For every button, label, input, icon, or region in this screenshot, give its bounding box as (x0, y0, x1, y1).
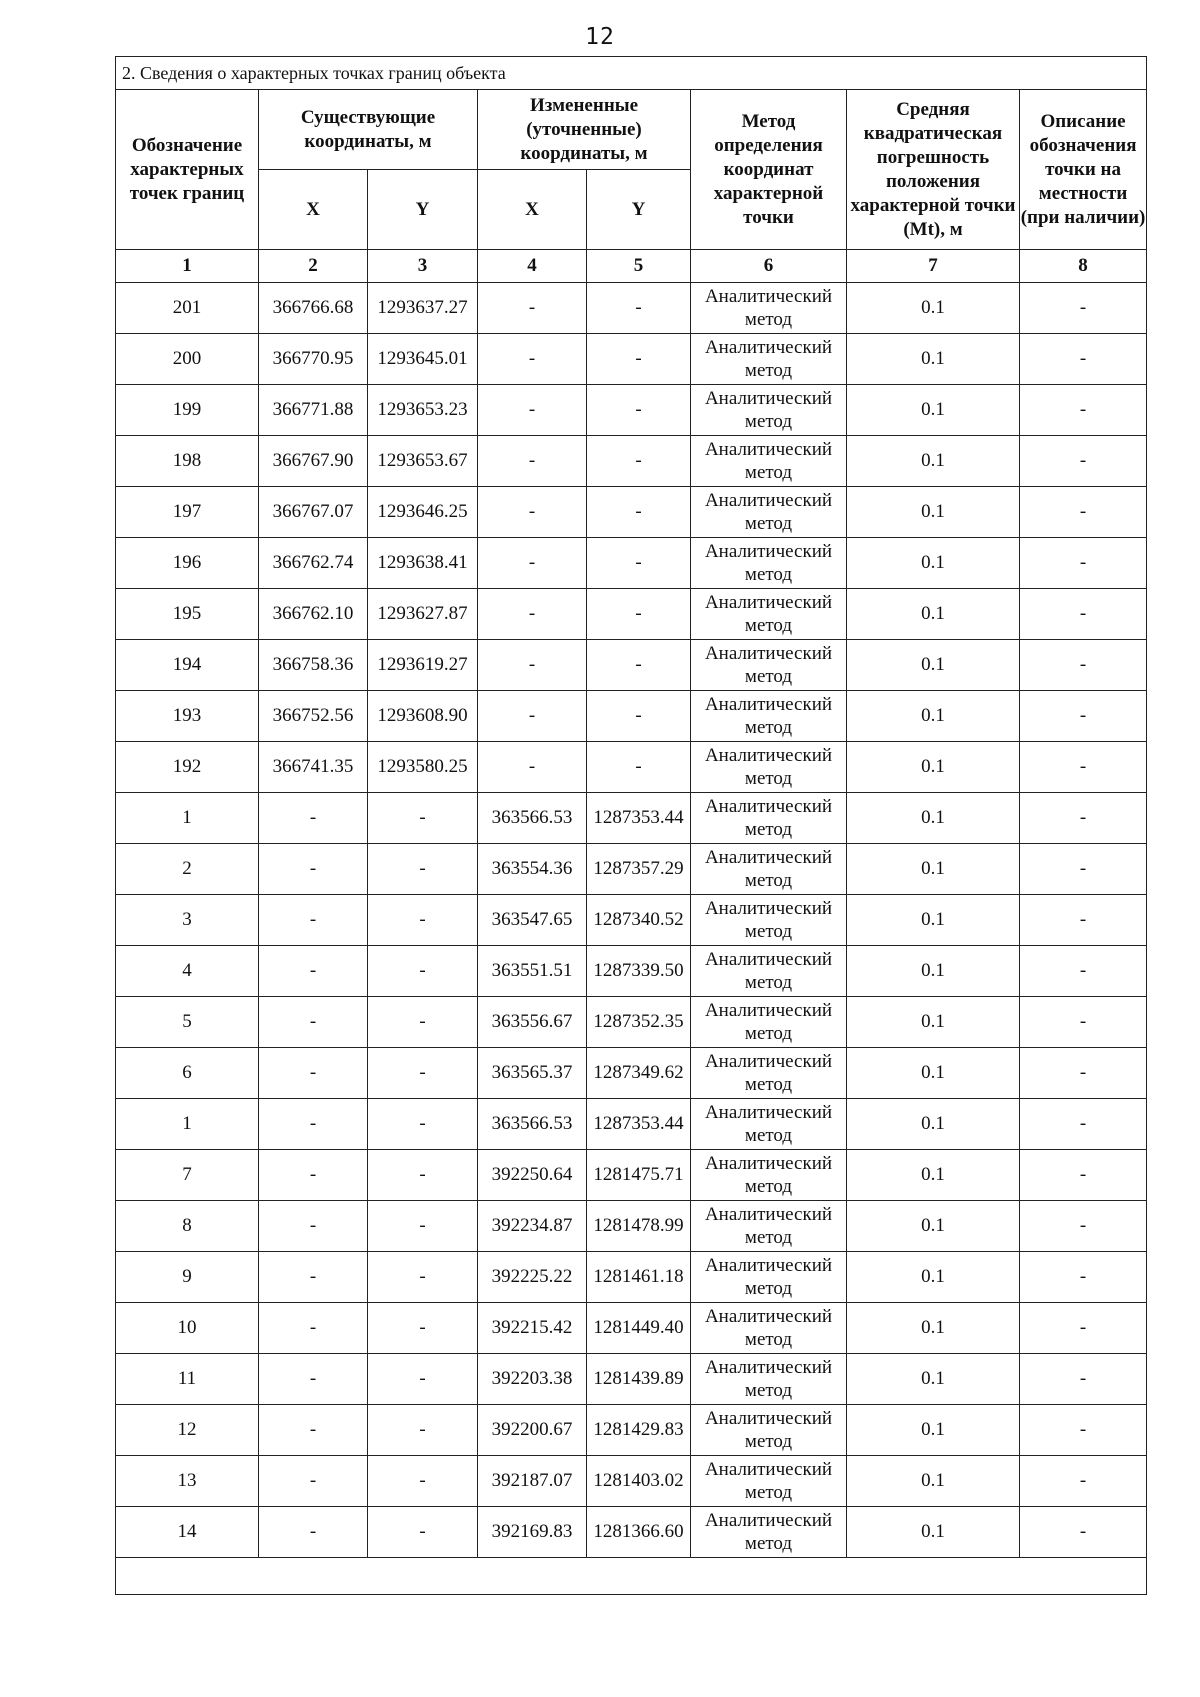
empty-footer-row (116, 1558, 1147, 1595)
changed-x-cell: 363556.67 (478, 997, 587, 1048)
existing-y-cell: 1293646.25 (368, 487, 478, 538)
table-row (116, 997, 1147, 1048)
mean-square-error-cell: 0.1 (847, 1252, 1020, 1303)
table-row (116, 1201, 1147, 1252)
existing-y-cell: - (368, 1354, 478, 1405)
point-designation-cell: 201 (116, 283, 259, 334)
point-designation-cell: 11 (116, 1354, 259, 1405)
existing-y-cell: - (368, 1099, 478, 1150)
changed-x-cell: - (478, 640, 587, 691)
changed-x-cell: 392200.67 (478, 1405, 587, 1456)
mean-square-error-cell: 0.1 (847, 1201, 1020, 1252)
column-number: 3 (368, 250, 478, 283)
changed-x-cell: - (478, 742, 587, 793)
method-cell: Аналитический метод (691, 538, 847, 589)
changed-x-cell: 363551.51 (478, 946, 587, 997)
existing-y-cell: - (368, 1252, 478, 1303)
method-cell: Аналитический метод (691, 1048, 847, 1099)
changed-y-cell: 1281429.83 (587, 1405, 691, 1456)
existing-x-cell: - (259, 844, 368, 895)
mean-square-error-cell: 0.1 (847, 1303, 1020, 1354)
existing-x-cell: 366762.10 (259, 589, 368, 640)
changed-x-cell: - (478, 436, 587, 487)
existing-y-cell: 1293637.27 (368, 283, 478, 334)
changed-y-cell: 1287349.62 (587, 1048, 691, 1099)
method-cell: Аналитический метод (691, 1456, 847, 1507)
point-description-cell: - (1020, 436, 1147, 487)
table-row (116, 1507, 1147, 1558)
table-row (116, 946, 1147, 997)
existing-y-cell: 1293608.90 (368, 691, 478, 742)
changed-y-cell: - (587, 334, 691, 385)
changed-x-cell: 392250.64 (478, 1150, 587, 1201)
existing-y-cell: - (368, 1048, 478, 1099)
table-row (116, 1456, 1147, 1507)
table-row (116, 1150, 1147, 1201)
point-designation-cell: 192 (116, 742, 259, 793)
existing-x-cell: - (259, 1048, 368, 1099)
table-row (116, 487, 1147, 538)
mean-square-error-cell: 0.1 (847, 1507, 1020, 1558)
header-row (116, 90, 1147, 170)
point-designation-cell: 194 (116, 640, 259, 691)
existing-y-cell: - (368, 1405, 478, 1456)
table-row (116, 436, 1147, 487)
method-cell: Аналитический метод (691, 1354, 847, 1405)
point-designation-cell: 198 (116, 436, 259, 487)
table-row (116, 334, 1147, 385)
point-designation-cell: 13 (116, 1456, 259, 1507)
existing-x-cell: - (259, 1303, 368, 1354)
point-designation-cell: 5 (116, 997, 259, 1048)
changed-y-cell: - (587, 385, 691, 436)
mean-square-error-cell: 0.1 (847, 793, 1020, 844)
point-description-cell: - (1020, 640, 1147, 691)
changed-y-cell: 1281403.02 (587, 1456, 691, 1507)
changed-y-cell: 1287357.29 (587, 844, 691, 895)
changed-x-cell: 363547.65 (478, 895, 587, 946)
changed-x-cell: 363554.36 (478, 844, 587, 895)
existing-x-cell: 366758.36 (259, 640, 368, 691)
mean-square-error-cell: 0.1 (847, 385, 1020, 436)
existing-x-cell: - (259, 1507, 368, 1558)
existing-y-cell: - (368, 1507, 478, 1558)
table-row (116, 589, 1147, 640)
changed-y-cell: - (587, 487, 691, 538)
changed-y-cell: - (587, 283, 691, 334)
changed-x-cell: - (478, 283, 587, 334)
changed-x-cell: 392187.07 (478, 1456, 587, 1507)
mean-square-error-cell: 0.1 (847, 283, 1020, 334)
column-number: 8 (1020, 250, 1147, 283)
point-description-cell: - (1020, 946, 1147, 997)
column-number: 6 (691, 250, 847, 283)
existing-x-cell: - (259, 895, 368, 946)
boundary-points-table (115, 56, 1147, 1595)
table-row (116, 1303, 1147, 1354)
mean-square-error-cell: 0.1 (847, 487, 1020, 538)
column-numbers-row (116, 250, 1147, 283)
header-point-designation: Обозначение характерных точек границ (116, 90, 259, 250)
existing-x-cell: - (259, 1252, 368, 1303)
changed-y-cell: 1281366.60 (587, 1507, 691, 1558)
point-designation-cell: 193 (116, 691, 259, 742)
method-cell: Аналитический метод (691, 385, 847, 436)
header-point-description: Описание обозначения точки на местности (при наличии) (1020, 90, 1147, 250)
table-row (116, 742, 1147, 793)
header-method: Метод определения координат характерной точки (691, 90, 847, 250)
changed-y-cell: - (587, 436, 691, 487)
point-designation-cell: 200 (116, 334, 259, 385)
point-description-cell: - (1020, 1456, 1147, 1507)
existing-x-cell: - (259, 793, 368, 844)
point-description-cell: - (1020, 1507, 1147, 1558)
point-designation-cell: 7 (116, 1150, 259, 1201)
existing-x-cell: - (259, 997, 368, 1048)
mean-square-error-cell: 0.1 (847, 895, 1020, 946)
changed-x-cell: 363566.53 (478, 1099, 587, 1150)
method-cell: Аналитический метод (691, 1201, 847, 1252)
changed-y-cell: - (587, 640, 691, 691)
existing-x-cell: 366741.35 (259, 742, 368, 793)
existing-y-cell: 1293653.23 (368, 385, 478, 436)
changed-x-cell: 363565.37 (478, 1048, 587, 1099)
caption-row (116, 57, 1147, 90)
method-cell: Аналитический метод (691, 1507, 847, 1558)
table-row (116, 1099, 1147, 1150)
table-body (116, 283, 1147, 1558)
point-description-cell: - (1020, 385, 1147, 436)
method-cell: Аналитический метод (691, 1405, 847, 1456)
existing-y-cell: - (368, 1456, 478, 1507)
mean-square-error-cell: 0.1 (847, 640, 1020, 691)
point-description-cell: - (1020, 997, 1147, 1048)
method-cell: Аналитический метод (691, 1252, 847, 1303)
column-number: 2 (259, 250, 368, 283)
changed-y-cell: 1287339.50 (587, 946, 691, 997)
changed-x-cell: - (478, 589, 587, 640)
point-designation-cell: 199 (116, 385, 259, 436)
existing-y-cell: 1293645.01 (368, 334, 478, 385)
method-cell: Аналитический метод (691, 793, 847, 844)
table-row (116, 1354, 1147, 1405)
changed-x-cell: 392234.87 (478, 1201, 587, 1252)
table-row (116, 1048, 1147, 1099)
mean-square-error-cell: 0.1 (847, 946, 1020, 997)
existing-y-cell: 1293627.87 (368, 589, 478, 640)
changed-y-cell: - (587, 742, 691, 793)
mean-square-error-cell: 0.1 (847, 538, 1020, 589)
method-cell: Аналитический метод (691, 1303, 847, 1354)
changed-y-cell: - (587, 589, 691, 640)
point-description-cell: - (1020, 1405, 1147, 1456)
mean-square-error-cell: 0.1 (847, 742, 1020, 793)
point-description-cell: - (1020, 1150, 1147, 1201)
point-description-cell: - (1020, 844, 1147, 895)
header-changed-y: Y (587, 170, 691, 250)
existing-x-cell: - (259, 1150, 368, 1201)
point-description-cell: - (1020, 691, 1147, 742)
table-row (116, 793, 1147, 844)
point-designation-cell: 195 (116, 589, 259, 640)
existing-y-cell: 1293638.41 (368, 538, 478, 589)
changed-x-cell: 392203.38 (478, 1354, 587, 1405)
point-designation-cell: 1 (116, 793, 259, 844)
changed-x-cell: 392215.42 (478, 1303, 587, 1354)
method-cell: Аналитический метод (691, 589, 847, 640)
mean-square-error-cell: 0.1 (847, 1405, 1020, 1456)
method-cell: Аналитический метод (691, 1099, 847, 1150)
header-changed-x: X (478, 170, 587, 250)
existing-x-cell: - (259, 1201, 368, 1252)
column-number: 4 (478, 250, 587, 283)
changed-x-cell: 392225.22 (478, 1252, 587, 1303)
table-row (116, 691, 1147, 742)
method-cell: Аналитический метод (691, 997, 847, 1048)
method-cell: Аналитический метод (691, 283, 847, 334)
header-existing-coordinates: Существующие координаты, м (259, 90, 478, 170)
table-row (116, 895, 1147, 946)
point-designation-cell: 3 (116, 895, 259, 946)
section-title: 2. Сведения о характерных точках границ объекта (116, 57, 1147, 90)
changed-y-cell: 1281439.89 (587, 1354, 691, 1405)
method-cell: Аналитический метод (691, 844, 847, 895)
changed-y-cell: 1287353.44 (587, 1099, 691, 1150)
existing-x-cell: 366771.88 (259, 385, 368, 436)
changed-x-cell: 363566.53 (478, 793, 587, 844)
changed-x-cell: 392169.83 (478, 1507, 587, 1558)
changed-x-cell: - (478, 487, 587, 538)
existing-y-cell: - (368, 997, 478, 1048)
table-row (116, 640, 1147, 691)
changed-y-cell: 1287353.44 (587, 793, 691, 844)
existing-x-cell: - (259, 946, 368, 997)
point-description-cell: - (1020, 1354, 1147, 1405)
existing-y-cell: 1293619.27 (368, 640, 478, 691)
existing-x-cell: - (259, 1354, 368, 1405)
point-designation-cell: 10 (116, 1303, 259, 1354)
method-cell: Аналитический метод (691, 436, 847, 487)
method-cell: Аналитический метод (691, 742, 847, 793)
point-description-cell: - (1020, 334, 1147, 385)
existing-y-cell: 1293653.67 (368, 436, 478, 487)
changed-y-cell: - (587, 538, 691, 589)
changed-y-cell: 1281478.99 (587, 1201, 691, 1252)
mean-square-error-cell: 0.1 (847, 1456, 1020, 1507)
table-row (116, 1405, 1147, 1456)
column-number: 7 (847, 250, 1020, 283)
changed-y-cell: 1281449.40 (587, 1303, 691, 1354)
existing-y-cell: 1293580.25 (368, 742, 478, 793)
existing-y-cell: - (368, 1150, 478, 1201)
mean-square-error-cell: 0.1 (847, 1150, 1020, 1201)
existing-x-cell: 366770.95 (259, 334, 368, 385)
existing-y-cell: - (368, 1303, 478, 1354)
point-description-cell: - (1020, 793, 1147, 844)
existing-x-cell: - (259, 1405, 368, 1456)
mean-square-error-cell: 0.1 (847, 844, 1020, 895)
changed-y-cell: 1287352.35 (587, 997, 691, 1048)
header-changed-coordinates: Измененные (уточненные) координаты, м (478, 90, 691, 170)
existing-x-cell: - (259, 1456, 368, 1507)
mean-square-error-cell: 0.1 (847, 997, 1020, 1048)
existing-y-cell: - (368, 844, 478, 895)
changed-y-cell: 1281475.71 (587, 1150, 691, 1201)
mean-square-error-cell: 0.1 (847, 436, 1020, 487)
changed-y-cell: - (587, 691, 691, 742)
existing-x-cell: - (259, 1099, 368, 1150)
point-description-cell: - (1020, 538, 1147, 589)
header-mean-square-error: Средняя квадратическая погрешность положения характерной точки (Mt), м (847, 90, 1020, 250)
mean-square-error-cell: 0.1 (847, 1048, 1020, 1099)
point-designation-cell: 8 (116, 1201, 259, 1252)
method-cell: Аналитический метод (691, 946, 847, 997)
mean-square-error-cell: 0.1 (847, 691, 1020, 742)
method-cell: Аналитический метод (691, 640, 847, 691)
point-description-cell: - (1020, 1201, 1147, 1252)
point-designation-cell: 2 (116, 844, 259, 895)
method-cell: Аналитический метод (691, 1150, 847, 1201)
column-number: 5 (587, 250, 691, 283)
point-description-cell: - (1020, 1303, 1147, 1354)
table-row (116, 385, 1147, 436)
table-row (116, 538, 1147, 589)
point-designation-cell: 197 (116, 487, 259, 538)
page-number: 12 (585, 24, 615, 50)
existing-x-cell: 366766.68 (259, 283, 368, 334)
point-designation-cell: 4 (116, 946, 259, 997)
changed-x-cell: - (478, 334, 587, 385)
point-designation-cell: 1 (116, 1099, 259, 1150)
point-description-cell: - (1020, 1048, 1147, 1099)
table-row (116, 1252, 1147, 1303)
point-description-cell: - (1020, 1099, 1147, 1150)
point-description-cell: - (1020, 283, 1147, 334)
empty-cell (116, 1558, 1147, 1595)
existing-y-cell: - (368, 1201, 478, 1252)
existing-y-cell: - (368, 946, 478, 997)
method-cell: Аналитический метод (691, 691, 847, 742)
point-designation-cell: 12 (116, 1405, 259, 1456)
point-designation-cell: 14 (116, 1507, 259, 1558)
method-cell: Аналитический метод (691, 895, 847, 946)
existing-y-cell: - (368, 895, 478, 946)
changed-x-cell: - (478, 691, 587, 742)
point-description-cell: - (1020, 487, 1147, 538)
mean-square-error-cell: 0.1 (847, 1354, 1020, 1405)
point-designation-cell: 196 (116, 538, 259, 589)
point-designation-cell: 9 (116, 1252, 259, 1303)
changed-x-cell: - (478, 538, 587, 589)
method-cell: Аналитический метод (691, 487, 847, 538)
header-existing-y: Y (368, 170, 478, 250)
table-row (116, 283, 1147, 334)
changed-y-cell: 1281461.18 (587, 1252, 691, 1303)
existing-x-cell: 366767.90 (259, 436, 368, 487)
changed-y-cell: 1287340.52 (587, 895, 691, 946)
point-description-cell: - (1020, 895, 1147, 946)
existing-x-cell: 366752.56 (259, 691, 368, 742)
table-row (116, 844, 1147, 895)
mean-square-error-cell: 0.1 (847, 334, 1020, 385)
point-description-cell: - (1020, 589, 1147, 640)
method-cell: Аналитический метод (691, 334, 847, 385)
point-designation-cell: 6 (116, 1048, 259, 1099)
mean-square-error-cell: 0.1 (847, 589, 1020, 640)
existing-x-cell: 366767.07 (259, 487, 368, 538)
header-existing-x: X (259, 170, 368, 250)
point-description-cell: - (1020, 1252, 1147, 1303)
changed-x-cell: - (478, 385, 587, 436)
existing-y-cell: - (368, 793, 478, 844)
mean-square-error-cell: 0.1 (847, 1099, 1020, 1150)
existing-x-cell: 366762.74 (259, 538, 368, 589)
column-number: 1 (116, 250, 259, 283)
point-description-cell: - (1020, 742, 1147, 793)
